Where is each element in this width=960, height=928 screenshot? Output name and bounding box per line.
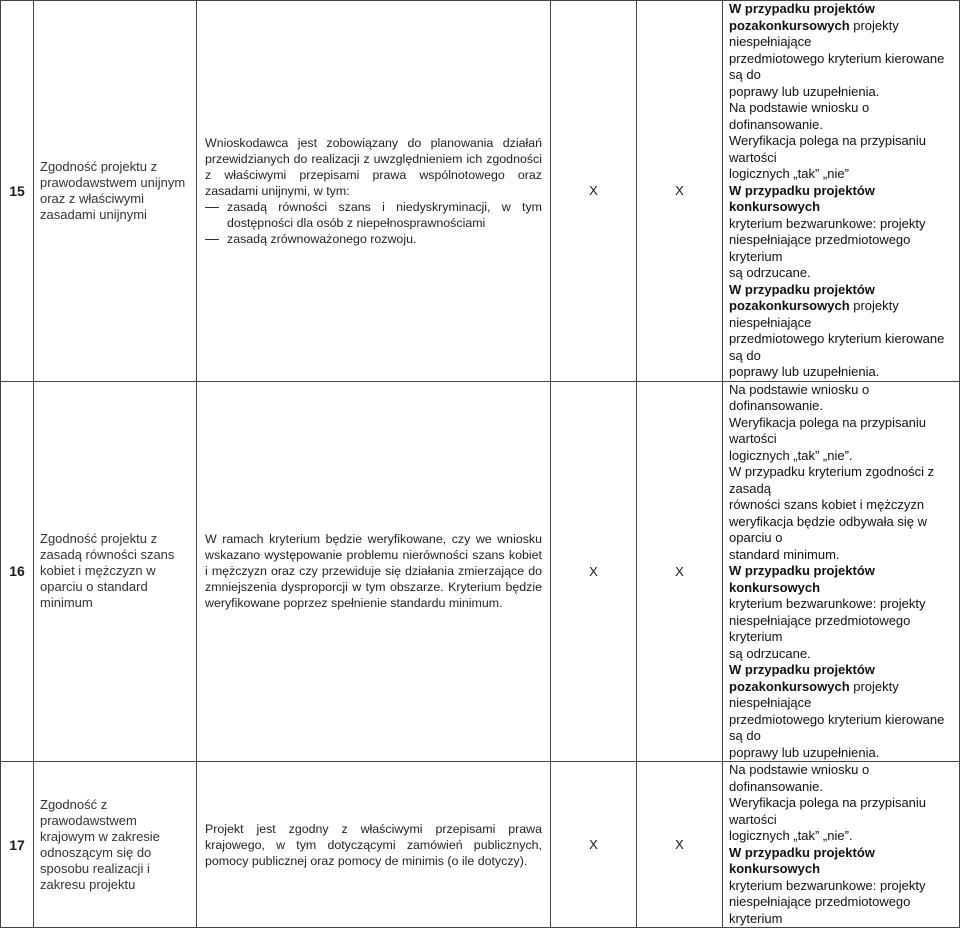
verification-line <box>729 563 953 596</box>
criterion-name: Zgodność z prawodawstwem krajowym w zakresie odnoszącym się do sposobu realizacji i zakresu projektu <box>34 762 197 928</box>
verification-line <box>729 364 953 381</box>
verification-line <box>729 679 953 712</box>
verification-line <box>729 216 953 233</box>
verification-line-bold: W przypadku projektów <box>729 1 875 16</box>
verification-line <box>729 845 953 878</box>
mark-cell-1: X <box>551 381 637 762</box>
verification-line-text: logicznych „tak” „nie”. <box>729 828 853 843</box>
verification-line-text: W przypadku kryterium zgodności z zasadą <box>729 464 935 496</box>
verification-line-text: Weryfikacja polega na przypisaniu wartości <box>729 133 927 165</box>
verification-line <box>729 382 953 415</box>
verification-line <box>729 464 953 497</box>
verification-line-text: Na podstawie wniosku o dofinansowanie. <box>729 762 870 794</box>
verification-line-text: są odrzucane. <box>729 265 811 280</box>
verification-line-text: Weryfikacja polega na przypisaniu wartości <box>729 414 927 446</box>
description-list-item: zasadą równości szans i niedyskryminacji, w tym dostępności dla osób z niepełnosprawnościami <box>227 199 542 230</box>
verification-line <box>729 133 953 166</box>
mark-cell-2: X <box>637 381 723 762</box>
verification-line-text: poprawy lub uzupełnienia. <box>729 364 880 379</box>
table-row <box>1 1 960 382</box>
verification-line-text: niespełniające przedmiotowego kryterium <box>729 612 911 644</box>
verification-line-text: są odrzucane. <box>729 645 811 661</box>
verification-line-bold: W przypadku projektów <box>729 281 875 297</box>
verification-line-bold: W przypadku projektów konkursowych <box>729 563 875 595</box>
verification-line-text: projekty niespełniające <box>729 17 899 49</box>
row-number: 16 <box>1 381 34 762</box>
description-text: Projekt jest zgodny z właściwymi przepisami prawa krajowego, w tym dotyczącymi zamówień publicznych, pomocy publicznej oraz pomocy de minimis (o ile dotyczy). <box>205 821 542 868</box>
criterion-name: Zgodność projektu z zasadą równości szans kobiet i mężczyzn w oparciu o standard minimum <box>34 381 197 762</box>
mark-cell-2: X <box>637 1 723 382</box>
verification-line-text: weryfikacja będzie odbywała się w oparciu o <box>729 513 927 545</box>
verification-line-text: logicznych „tak” „nie”. <box>729 447 853 463</box>
row-number: 17 <box>1 762 34 928</box>
verification-line-text: przedmiotowego kryterium kierowane są do <box>729 711 945 743</box>
verification-method <box>723 1 960 382</box>
verification-line <box>729 232 953 265</box>
verification-line <box>729 646 953 663</box>
description-intro: Wnioskodawca jest zobowiązany do planowania działań przewidzianych do realizacji z uwzględnieniem ich zgodności z właściwymi przepisami prawa wspólnotowego oraz zasadami unijnymi, w tym: <box>205 135 542 198</box>
verification-line <box>729 100 953 133</box>
mark-cell-2: X <box>637 762 723 928</box>
verification-line <box>729 51 953 84</box>
mark-cell-1: X <box>551 1 637 382</box>
verification-line <box>729 745 953 762</box>
verification-line <box>729 712 953 745</box>
criterion-description <box>197 762 551 928</box>
row-number: 15 <box>1 1 34 382</box>
verification-line-text: niespełniające przedmiotowego kryterium <box>729 232 911 264</box>
table-row <box>1 381 960 762</box>
table-row <box>1 762 960 928</box>
verification-line-text: projekty niespełniające <box>729 298 899 330</box>
verification-line <box>729 448 953 465</box>
criterion-description <box>197 1 551 382</box>
verification-line <box>729 84 953 101</box>
verification-line-text: niespełniające przedmiotowego kryterium <box>729 894 911 926</box>
verification-line <box>729 497 953 514</box>
verification-line <box>729 265 953 282</box>
verification-line-bold: pozakonkursowych <box>729 298 850 313</box>
description-list-item: zasadą zrównoważonego rozwoju. <box>227 231 542 247</box>
verification-line-text: poprawy lub uzupełnienia. <box>729 744 880 760</box>
verification-line-bold: W przypadku projektów konkursowych <box>729 182 875 214</box>
criterion-description <box>197 381 551 762</box>
verification-line-bold: W przypadku projektów <box>729 662 875 677</box>
verification-line-text: Na podstawie wniosku o dofinansowanie. <box>729 381 870 413</box>
mark-cell-1: X <box>551 762 637 928</box>
verification-method <box>723 381 960 762</box>
verification-line <box>729 166 953 183</box>
verification-line-bold: pozakonkursowych <box>729 17 850 33</box>
verification-line <box>729 282 953 299</box>
verification-line <box>729 18 953 51</box>
verification-line <box>729 828 953 845</box>
criterion-name: Zgodność projektu z prawodawstwem unijnym oraz z właściwymi zasadami unijnymi <box>34 1 197 382</box>
verification-line <box>729 298 953 331</box>
verification-line-text: Weryfikacja polega na przypisaniu wartości <box>729 795 927 827</box>
verification-line-text: kryterium bezwarunkowe: projekty <box>729 596 926 611</box>
verification-line-text: projekty niespełniające <box>729 678 899 710</box>
verification-line-text: kryterium bezwarunkowe: projekty <box>729 215 926 231</box>
description-text: W ramach kryterium będzie weryfikowane, czy we wniosku wskazano występowanie problemu nierówności szans kobiet i mężczyzn oraz czy przewiduje się działania zmierzające do zmniejszenia dysproporcji w tym obszarze. Kryterium będzie weryfikowane poprzez spełnienie standardu minimum. <box>205 532 542 611</box>
verification-line <box>729 878 953 895</box>
verification-line <box>729 1 953 18</box>
description-list <box>205 199 542 247</box>
verification-line <box>729 894 953 927</box>
verification-line <box>729 415 953 448</box>
verification-line-bold: W przypadku projektów konkursowych <box>729 844 875 876</box>
verification-line <box>729 331 953 364</box>
verification-line-bold: pozakonkursowych <box>729 678 850 694</box>
verification-line-text: równości szans kobiet i mężczyzn <box>729 497 925 512</box>
verification-line <box>729 795 953 828</box>
verification-line-text: poprawy lub uzupełnienia. <box>729 83 880 99</box>
verification-line-text: logicznych „tak” „nie” <box>729 166 849 181</box>
verification-line <box>729 596 953 613</box>
verification-line-text: Na podstawie wniosku o dofinansowanie. <box>729 100 870 132</box>
verification-line <box>729 183 953 216</box>
verification-line <box>729 762 953 795</box>
verification-line-text: standard minimum. <box>729 546 840 562</box>
verification-line-text: przedmiotowego kryterium kierowane są do <box>729 331 945 363</box>
verification-line-text: przedmiotowego kryterium kierowane są do <box>729 50 945 82</box>
verification-line <box>729 514 953 547</box>
verification-line <box>729 547 953 564</box>
verification-line-text: kryterium bezwarunkowe: projekty <box>729 877 926 893</box>
verification-method <box>723 762 960 928</box>
verification-line <box>729 613 953 646</box>
verification-line <box>729 662 953 679</box>
